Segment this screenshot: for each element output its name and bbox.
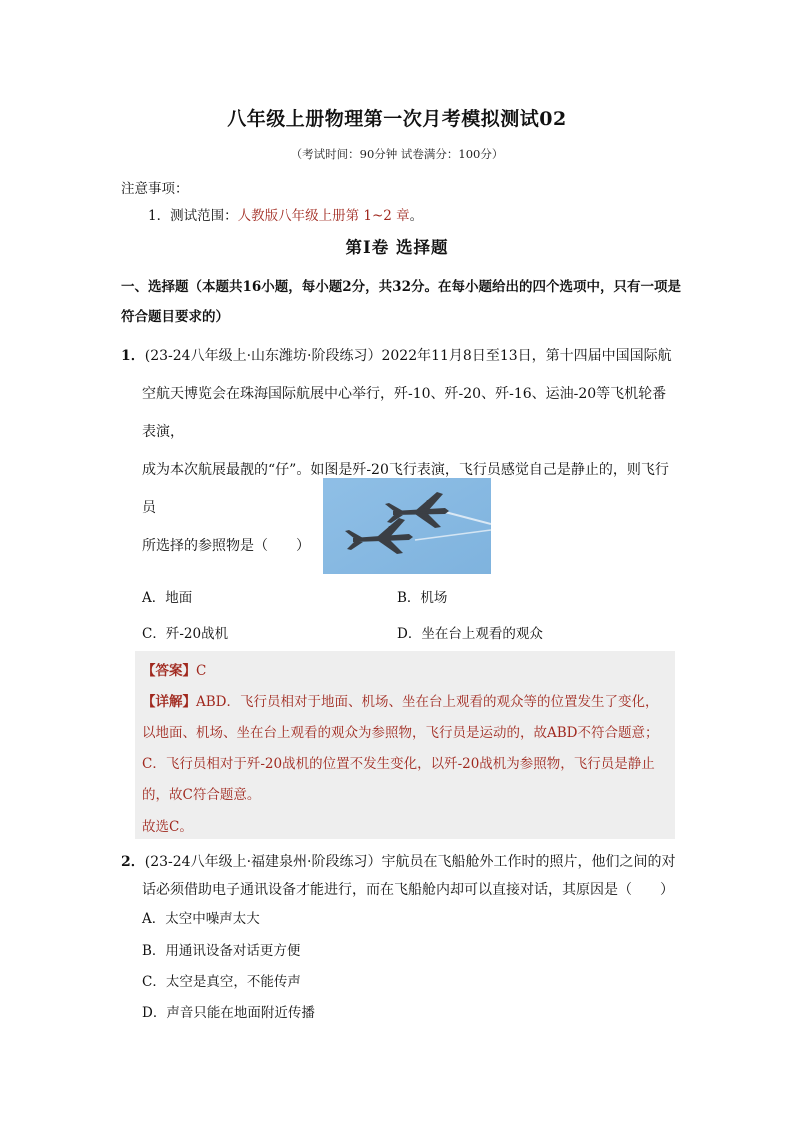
answer-conclusion: 故选C。 xyxy=(142,819,193,835)
detail-line: 以地面、机场、坐在台上观看的观众为参照物，飞行员是运动的，故ABD不符合题意； xyxy=(142,725,659,741)
question-text-line: (23-24八年级上·福建泉州·阶段练习）宇航员在飞船舱外工作时的照片，他们之间的对 xyxy=(144,854,676,870)
note-item-suffix: 。 xyxy=(409,208,424,224)
section-heading: 一、选择题（本题共16小题，每小题2分，共32分。在每小题给出的四个选项中，只有一项是符合题目要求的） xyxy=(121,279,681,325)
question-number: 1． xyxy=(121,348,145,364)
answer-value: C xyxy=(196,663,207,679)
fighter-jets-image xyxy=(323,478,491,574)
answer-box xyxy=(135,651,675,839)
answer-line xyxy=(142,659,206,679)
notes-label: 注意事项： xyxy=(121,181,189,197)
question-number: 2． xyxy=(121,854,145,870)
q2-option-d: D．声音只能在地面附近传播 xyxy=(142,1005,315,1021)
note-item-highlight: 人教版八年级上册第 1~2 章 xyxy=(237,208,410,224)
fighter-jets-photo xyxy=(323,478,491,574)
detail-line: C．飞行员相对于歼-20战机的位置不发生变化，以歼-20战机为参照物，飞行员是静止 xyxy=(142,756,655,772)
question-2 xyxy=(121,848,677,904)
exam-title: 八年级上册物理第一次月考模拟测试02 xyxy=(227,108,567,130)
exam-subtitle: （考试时间：90分钟 试卷满分：100分） xyxy=(290,147,504,161)
volume-title: 第Ⅰ卷 选择题 xyxy=(345,238,449,257)
question-text-line: 成为本次航展最靓的“仔”。如图是歼-20飞行表演，飞行员感觉自己是静止的，则飞行员 xyxy=(142,462,669,516)
q2-option-a: A．太空中噪声太大 xyxy=(142,911,260,927)
answer-label: 【答案】 xyxy=(142,663,196,679)
q1-option-d: D．坐在台上观看的观众 xyxy=(397,626,543,642)
q1-option-a: A．地面 xyxy=(142,590,193,606)
question-text-line: (23-24八年级上·山东潍坊·阶段练习）2022年11月8日至13日，第十四届中国国际航 xyxy=(144,348,672,364)
detail-label: 【详解】 xyxy=(142,694,196,710)
question-text-line: 所选择的参照物是（ ） xyxy=(142,538,310,554)
question-text-line: 话必须借助电子通讯设备才能进行，而在飞船舱内却可以直接对话，其原因是（ ） xyxy=(142,882,674,898)
note-item-prefix: 1．测试范围： xyxy=(148,208,238,224)
q2-option-b: B．用通讯设备对话更方便 xyxy=(142,943,301,959)
q2-option-c: C．太空是真空，不能传声 xyxy=(142,974,301,990)
detail-text: ABD．飞行员相对于地面、机场、坐在台上观看的观众等的位置发生了变化， xyxy=(196,694,659,710)
question-text-line: 空航天博览会在珠海国际航展中心举行，歼-10、歼-20、歼-16、运油-20等飞机轮番表演， xyxy=(142,386,667,440)
q1-option-b: B．机场 xyxy=(397,590,448,606)
note-item-scope xyxy=(148,204,423,224)
q1-option-c: C．歼-20战机 xyxy=(142,626,229,642)
detail-line: 的，故C符合题意。 xyxy=(142,787,261,803)
detail-line xyxy=(142,690,659,710)
